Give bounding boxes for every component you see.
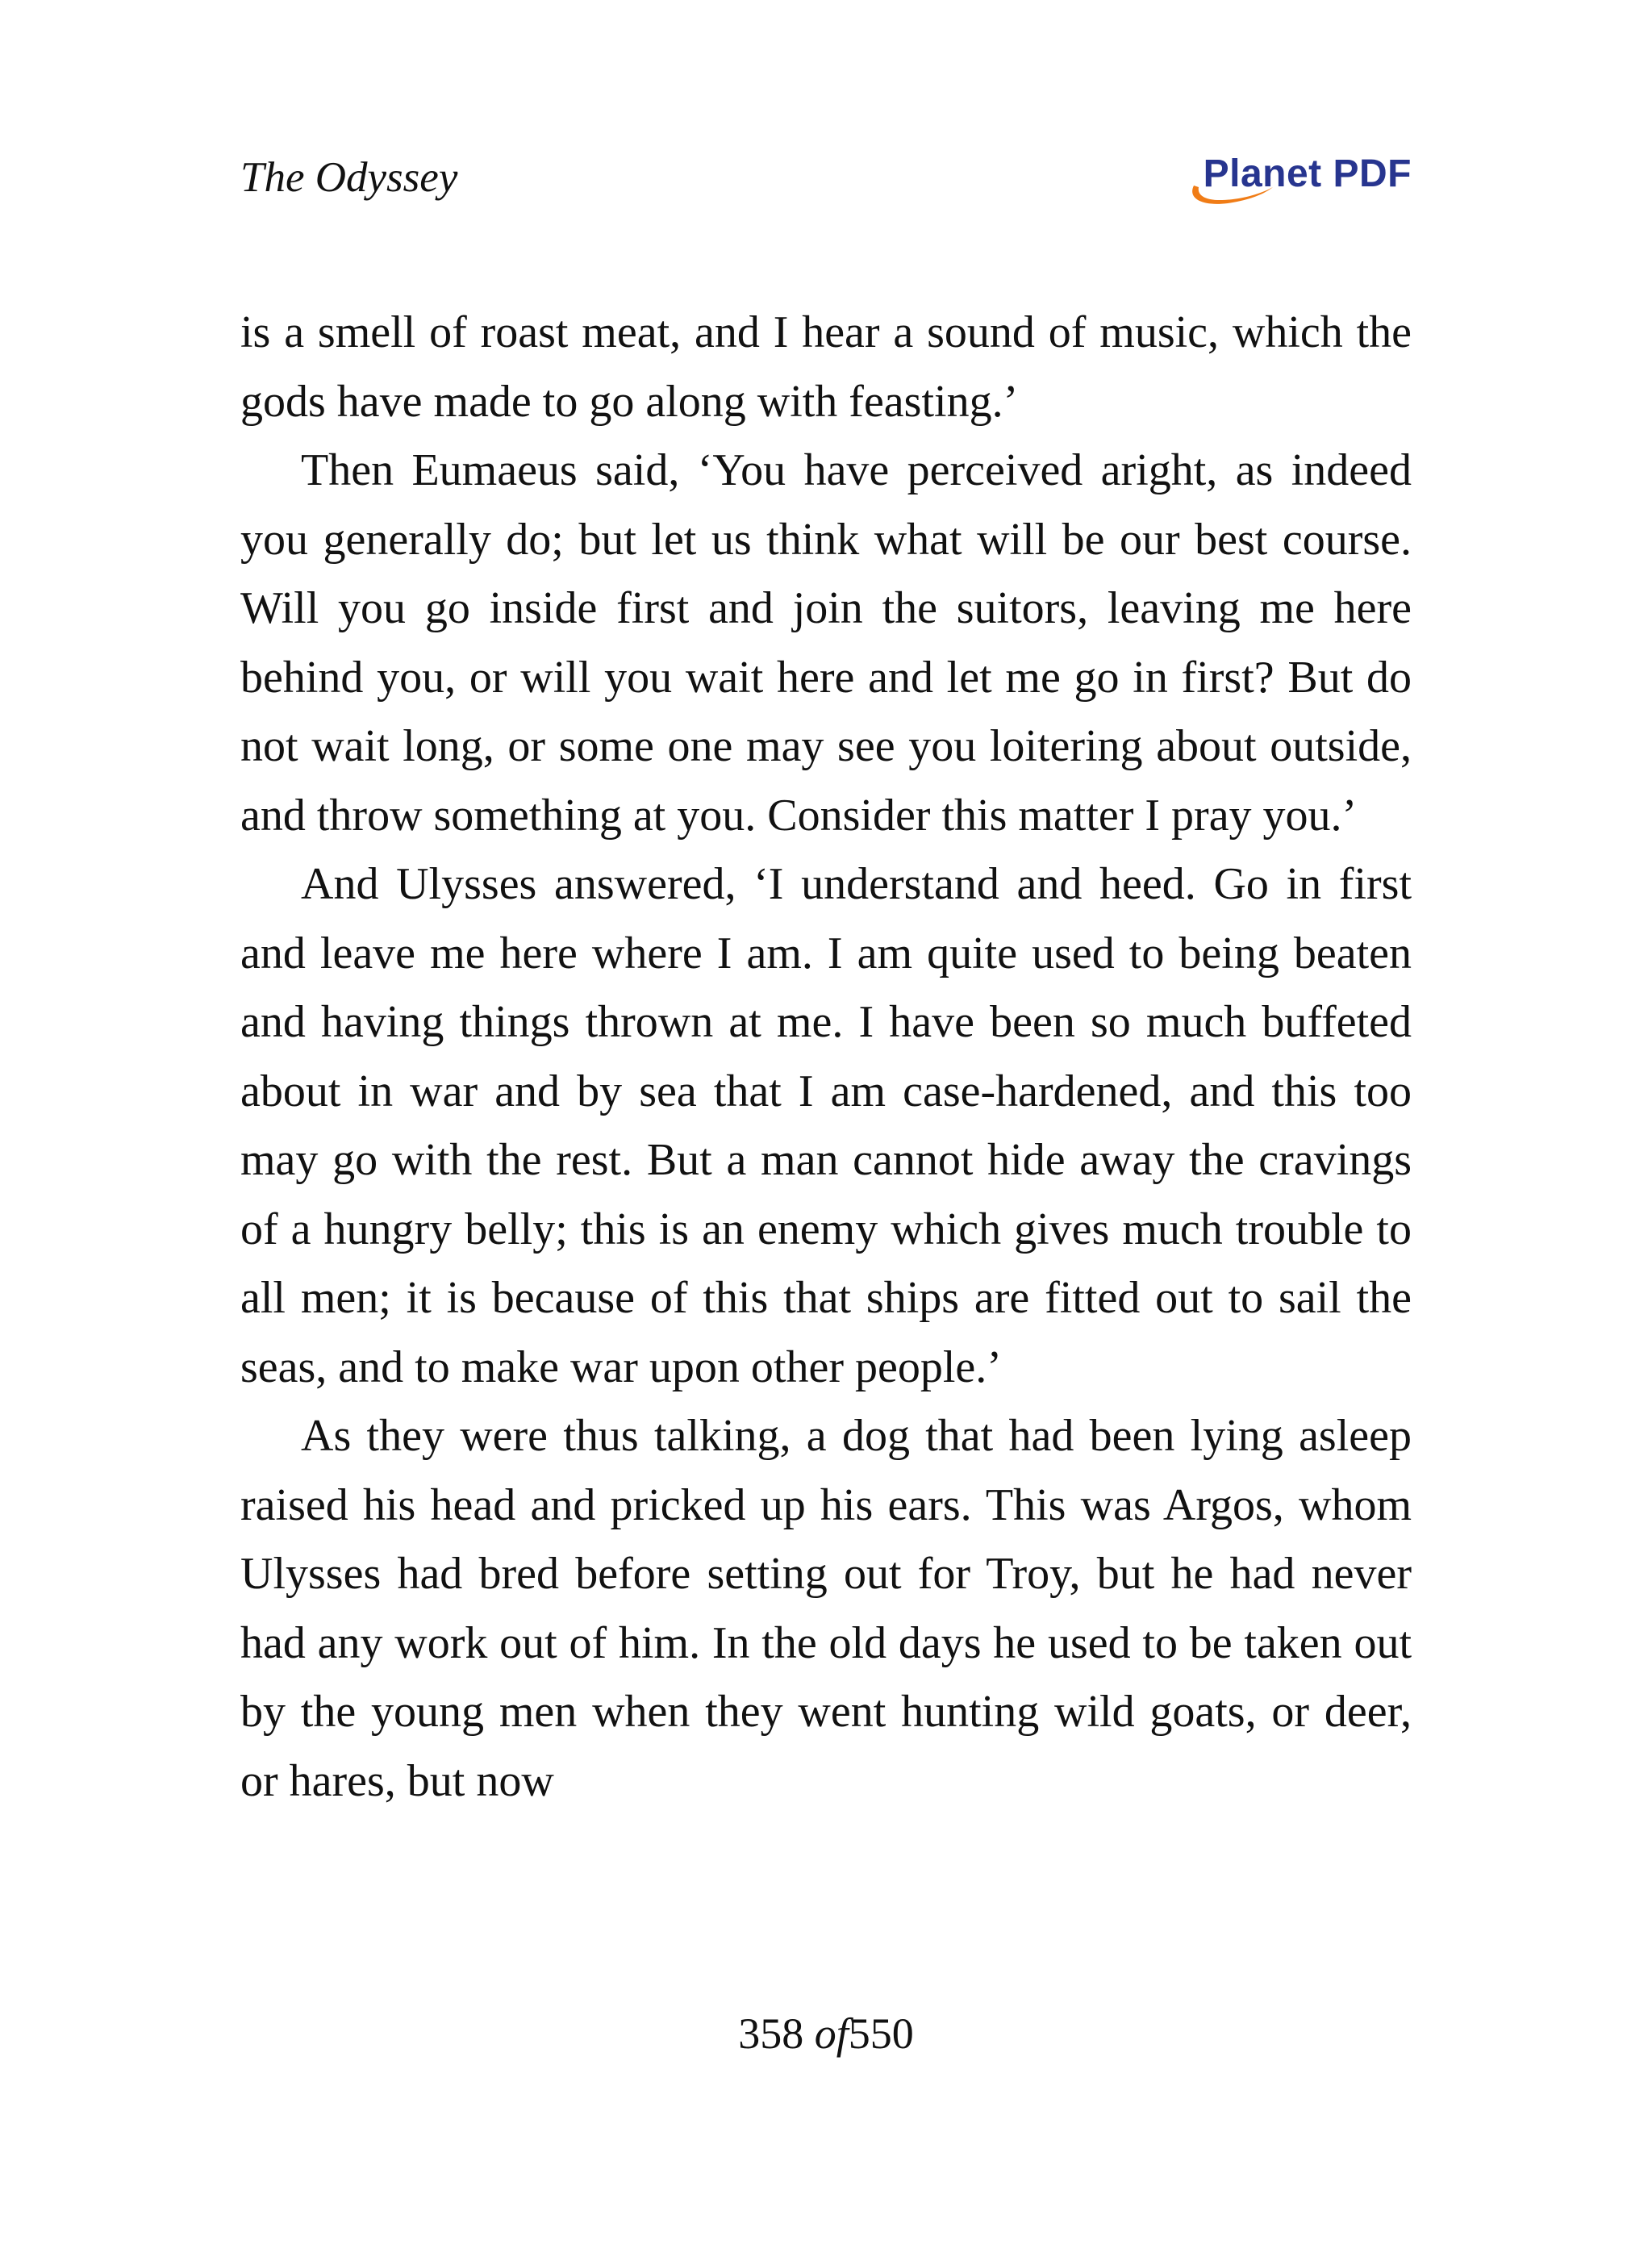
- page-header: [240, 144, 1412, 216]
- body-text: [240, 298, 1412, 1816]
- paragraph-1: is a smell of roast meat, and I hear a sound of music, which the gods have made to go along with feasting.’: [240, 307, 1412, 427]
- logo-text: Planet PDF: [1203, 152, 1412, 195]
- page-of-label: of: [814, 2009, 849, 2058]
- paragraph-4: As they were thus talking, a dog that had been lying asleep raised his head and pricked up his ears. This was Argos, whom Ulysses had bred before setting out for Troy, but he had never had any work out of him. In the old days he used to be taken out by the young men when they went hunting wild goats, or deer, or hares, but now: [240, 1411, 1412, 1806]
- current-page-number: 358: [738, 2009, 804, 2058]
- paragraph-3: And Ulysses answered, ‘I understand and heed. Go in first and leave me here where I am. I am quite used to being beaten and having things thrown at me. I have been so much buffeted about in war and by sea that I am case-hardened, and this too may go with the rest. But a man cannot hide away the cravings of a hungry belly; this is an enemy which gives much trouble to all men; it is because of this that ships are fitted out to sail the seas, and to make war upon other people.’: [240, 859, 1412, 1392]
- book-title: The Odyssey: [240, 154, 458, 201]
- planet-pdf-logo: [1170, 144, 1412, 216]
- total-pages-number: 550: [848, 2009, 914, 2058]
- paragraph-2: Then Eumaeus said, ‘You have perceived aright, as indeed you generally do; but let us think what will be our best course. Will you go inside first and join the suitors, leaving me here behind you, or will you wait here and let me go in first? But do not wait long, or some one may see you loitering about outside, and throw something at you. Consider this matter I pray you.’: [240, 445, 1412, 841]
- page-number: [0, 2009, 1652, 2059]
